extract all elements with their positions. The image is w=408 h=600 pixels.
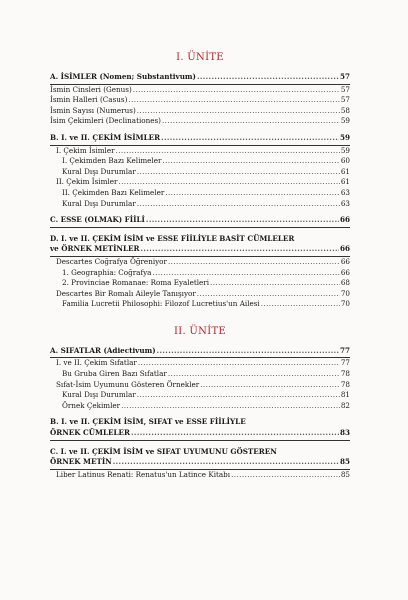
toc-entry[interactable]: 1. Geographia: Coğrafya ..... 66 [50, 268, 350, 279]
toc-entry[interactable]: İsmin Cinsleri (Genus) ..... 57 [50, 85, 350, 96]
toc-entry[interactable]: I. Çekimden Bazı Kelimeler ..... 60 [50, 156, 350, 167]
toc-heading[interactable]: A. İSİMLER (Nomen; Substantivum) ..... 57 [50, 72, 350, 83]
toc-entry[interactable]: Kural Dışı Durumlar ..... 63 [50, 199, 350, 210]
unit-1-title: I. ÜNİTE [176, 52, 224, 63]
toc-entry[interactable]: Descartes Coğrafya Öğreniyor ..... 66 [50, 257, 350, 268]
toc-entry[interactable]: Descartes Bir Romalı Aileyle Tanışıyor ..... 70 [50, 289, 350, 300]
toc-entry[interactable]: Kural Dışı Durumlar ..... 61 [50, 167, 350, 178]
toc-entry[interactable]: Sıfat-İsim Uyumunu Gösteren Örnekler ..... 78 [50, 380, 350, 391]
toc-entry[interactable]: Liber Latinus Renati: Renatus'un Latince Kitabı ..... 85 [50, 470, 350, 481]
unit-1-section-a [50, 72, 350, 127]
unit-1-section-b [50, 133, 350, 209]
toc-heading[interactable]: B. I. ve II. ÇEKİM İSİMLER ..... 59 [50, 133, 350, 144]
toc-entry[interactable]: Kural Dışı Durumlar ..... 81 [50, 390, 350, 401]
toc-heading-line[interactable]: B. I. ve II. ÇEKİM İSİM, SIFAT ve ESSE FİİLİYLE [50, 417, 246, 427]
toc-entry[interactable]: 2. Provinciae Romanae: Roma Eyaletleri ..... 68 [50, 278, 350, 289]
toc-heading[interactable]: ÖRNEK CÜMLELER ..... 83 [50, 428, 350, 439]
toc-entry[interactable]: Bu Gruba Giren Bazı Sıfatlar ..... 78 [50, 369, 350, 380]
toc-entry[interactable]: I. Çekim İsimler ..... 59 [50, 146, 350, 157]
toc-heading[interactable]: ÖRNEK METİN ..... 85 [50, 457, 350, 468]
toc-heading-line[interactable]: D. I. ve II. ÇEKİM İSİM ve ESSE FİİLİYLE BASİT CÜMLELER [50, 233, 295, 243]
toc-entry[interactable]: II. Çekim İsimler ..... 61 [50, 177, 350, 188]
toc-entry[interactable]: İsmin Sayısı (Numerus) ..... 58 [50, 106, 350, 117]
toc-heading[interactable]: A. SIFATLAR (Adiectivum) ..... 77 [50, 346, 350, 357]
toc-heading[interactable]: C. ESSE (OLMAK) FİİLİ ..... 66 [50, 215, 350, 226]
toc-heading-line[interactable]: C. I. ve II. ÇEKİM İSİM ve SIFAT UYUMUNU GÖSTEREN [50, 446, 277, 456]
toc-entry[interactable]: I. ve II. Çekim Sıfatlar ..... 77 [50, 358, 350, 369]
toc-entry[interactable]: İsim Çekimleri (Declinationes) ..... 59 [50, 116, 350, 127]
unit-2-section-b [50, 417, 350, 440]
table-of-contents [50, 52, 350, 480]
unit-1-section-c [50, 215, 350, 228]
toc-entry[interactable]: II. Çekimden Bazı Kelimeler ..... 63 [50, 188, 350, 199]
toc-heading[interactable]: ve ÖRNEK METİNLER ..... 66 [50, 244, 350, 255]
unit-2-section-c [50, 447, 350, 481]
toc-entry[interactable]: Familia Lucretii Philosophi: Filozof Lucretius'un Ailesi ..... 70 [50, 299, 350, 310]
unit-2-section-a [50, 346, 350, 412]
toc-entry[interactable]: Örnek Çekimler ..... 82 [50, 401, 350, 412]
unit-2-title: II. ÜNİTE [173, 325, 227, 337]
unit-1-section-d [50, 234, 350, 310]
toc-entry[interactable]: İsmin Halleri (Casus) ..... 57 [50, 95, 350, 106]
